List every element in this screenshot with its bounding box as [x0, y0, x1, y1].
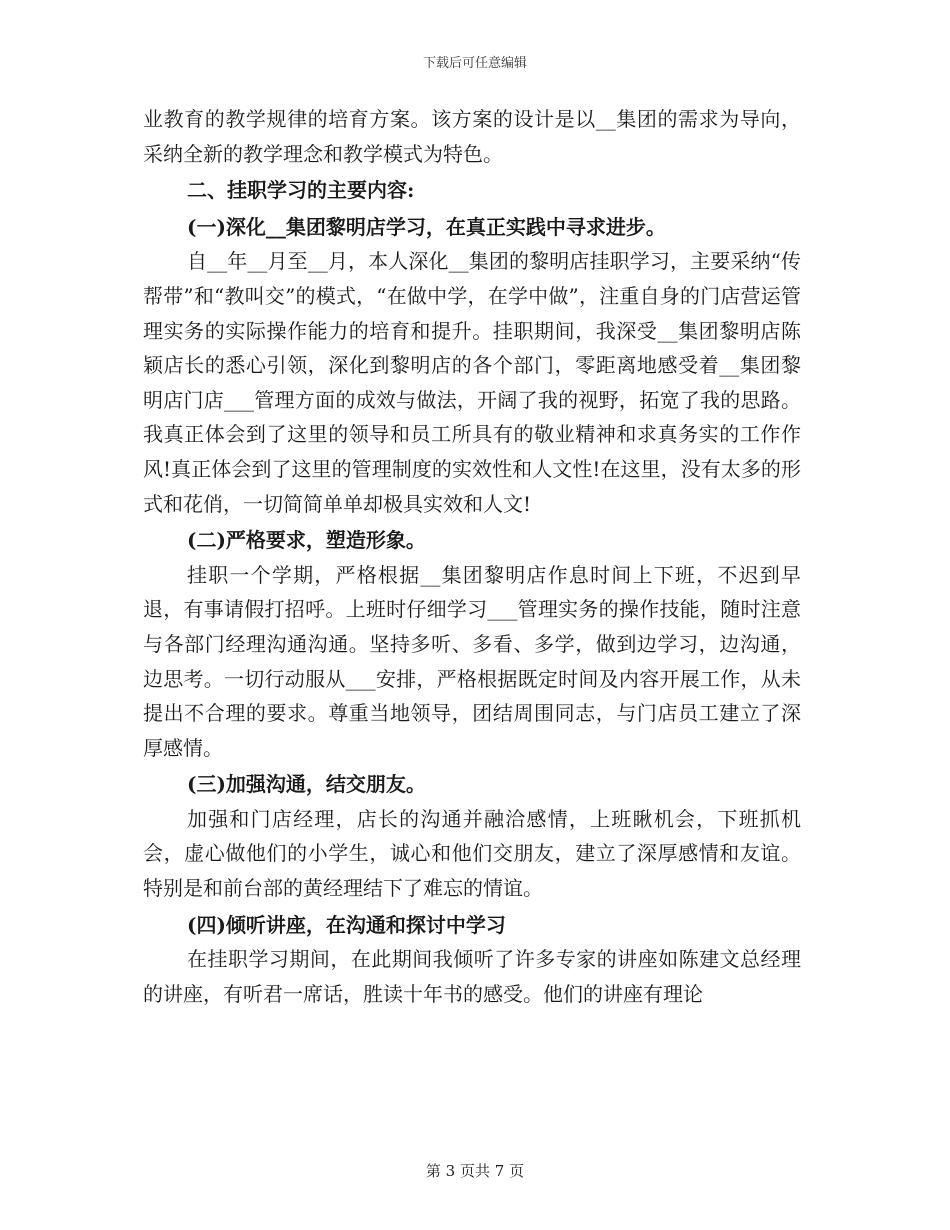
section-heading-main-content: 二、挂职学习的主要内容:	[187, 178, 415, 203]
subheading-3: (三)加强沟通，结交朋友。	[187, 772, 426, 797]
page-footer: 第 3 页共 7 页	[425, 1162, 525, 1180]
subheading-4: (四)倾听讲座，在沟通和探讨中学习	[187, 912, 506, 937]
paragraph-4: 在挂职学习期间，在此期间我倾听了许多专家的讲座如陈建文总经理的讲座，有听君一席话，胜读十年书的感受。他们的讲座有理论	[143, 947, 801, 1006]
subheading-2: (二)严格要求，塑造形象。	[187, 528, 426, 553]
paragraph-continuation: 业教育的教学规律的培育方案。该方案的设计是以__集团的需求为导向，采纳全新的教学理念和教学模式为特色。	[143, 107, 801, 166]
page-header: 下载后可任意编辑	[422, 56, 527, 71]
subheading-1: (一)深化__集团黎明店学习，在真正实践中寻求进步。	[187, 214, 666, 239]
paragraph-3: 加强和门店经理，店长的沟通并融洽感情，上班瞅机会，下班抓机会，虚心做他们的小学生，诚心和他们交朋友，建立了深厚感情和友谊。特别是和前台部的黄经理结下了难忘的情谊。	[143, 806, 801, 901]
document-body	[143, 102, 801, 1011]
paragraph-2: 挂职一个学期，严格根据__集团黎明店作息时间上下班，不迟到早退，有事请假打招呼。上班时仔细学习___管理实务的操作技能，随时注意与各部门经理沟通沟通。坚持多听、多看、多学，做到边学习，边沟通，边思考。一切行动服从___安排，严格根据既定时间及内容开展工作，从未提出不合理的要求。尊重当地领导，团结周围同志，与门店员工建立了深厚感情。	[143, 562, 801, 760]
paragraph-1: 自__年__月至__月，本人深化__集团的黎明店挂职学习，主要采纳“传帮带”和“教叫交”的模式，“在做中学，在学中做”，注重自身的门店营运管理实务的实际操作能力的培育和提升。挂职期间，我深受__集团黎明店陈颖店长的悉心引领，深化到黎明店的各个部门，零距离地感受着__集团黎明店门店___管理方面的成效与做法，开阔了我的视野，拓宽了我的思路。我真正体会到了这里的领导和员工所具有的敬业精神和求真务实的工作作风!真正体会到了这里的管理制度的实效性和人文性!在这里，没有太多的形式和花俏，一切简简单单却极具实效和人文!	[143, 249, 801, 516]
